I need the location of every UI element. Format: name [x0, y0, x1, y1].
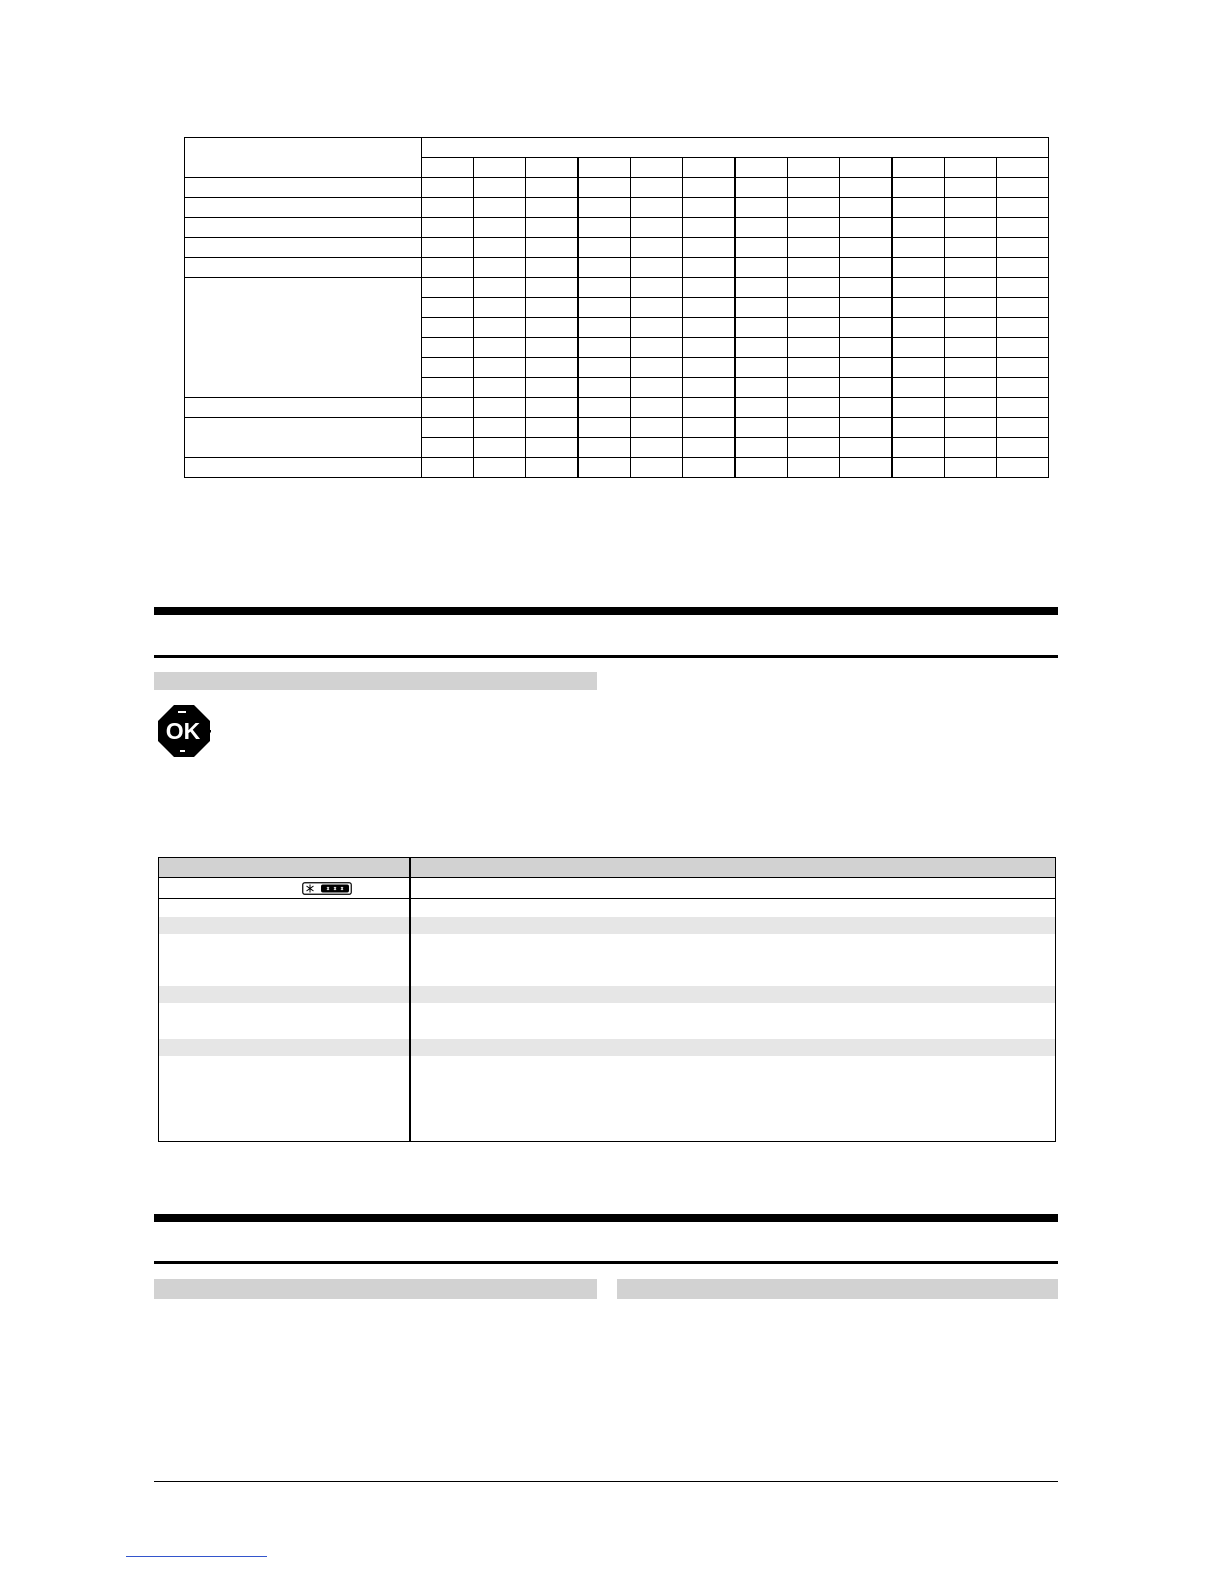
table-row [185, 458, 1049, 478]
grid-value-cell [997, 278, 1049, 298]
grid-value-cell [997, 218, 1049, 238]
grid-value-cell [945, 458, 997, 478]
grid-header-row [185, 138, 1049, 158]
grid-value-cell [578, 258, 631, 278]
grid-value-cell [997, 358, 1049, 378]
grid-value-cell [788, 198, 840, 218]
grid-value-cell [788, 338, 840, 358]
grid-value-cell [788, 378, 840, 398]
grid-value-cell [683, 378, 736, 398]
grid-group-label-cell [185, 418, 422, 458]
grid-value-cell [945, 298, 997, 318]
grid-value-cell [997, 178, 1049, 198]
grid-value-cell [892, 438, 945, 458]
grid-value-cell [788, 438, 840, 458]
table-row [185, 218, 1049, 238]
grid-value-cell [840, 358, 893, 378]
grid-value-cell [631, 418, 683, 438]
grid-value-cell [474, 338, 526, 358]
grid-value-cell [578, 298, 631, 318]
grid-label-cell [185, 258, 422, 278]
table-row [159, 917, 1055, 934]
grid-value-cell [735, 338, 788, 358]
grid-value-cell [526, 278, 579, 298]
grid-label-cell [185, 218, 422, 238]
grid-value-cell [631, 158, 683, 178]
table-row [159, 1056, 1055, 1141]
grid-header-span-cell [422, 138, 1049, 158]
grid-value-cell [735, 378, 788, 398]
grid-value-cell [735, 398, 788, 418]
table-row [159, 879, 1055, 899]
grid-value-cell [422, 238, 474, 258]
grid-value-cell [892, 398, 945, 418]
grid-value-cell [892, 258, 945, 278]
grid-value-cell [945, 378, 997, 398]
grid-value-cell [840, 258, 893, 278]
grid-value-cell [526, 378, 579, 398]
section-two-bottom-rule [154, 1261, 1058, 1264]
section-two-right-subheading-band [617, 1279, 1058, 1299]
grid-value-cell [735, 318, 788, 338]
grid-value-cell [945, 338, 997, 358]
grid-value-cell [578, 398, 631, 418]
grid-value-cell [422, 278, 474, 298]
description-table [158, 857, 1056, 1142]
grid-value-cell [578, 438, 631, 458]
grid-value-cell [997, 258, 1049, 278]
grid-value-cell [735, 218, 788, 238]
grid-value-cell [526, 158, 579, 178]
grid-value-cell [892, 198, 945, 218]
grid-value-cell [683, 218, 736, 238]
grid-value-cell [422, 418, 474, 438]
grid-value-cell [788, 418, 840, 438]
grid-value-cell [683, 278, 736, 298]
grid-value-cell [578, 178, 631, 198]
table-row [185, 258, 1049, 278]
grid-value-cell [422, 158, 474, 178]
grid-value-cell [526, 218, 579, 238]
grid-value-cell [945, 218, 997, 238]
grid-value-cell [474, 378, 526, 398]
table-row [185, 198, 1049, 218]
grid-value-cell [788, 318, 840, 338]
grid-value-cell [892, 338, 945, 358]
grid-value-cell [945, 418, 997, 438]
grid-value-cell [945, 358, 997, 378]
grid-label-cell [185, 398, 422, 418]
grid-value-cell [788, 458, 840, 478]
grid-value-cell [578, 158, 631, 178]
grid-value-cell [422, 218, 474, 238]
grid-value-cell [997, 198, 1049, 218]
grid-value-cell [578, 218, 631, 238]
grid-value-cell [631, 298, 683, 318]
grid-value-cell [788, 398, 840, 418]
grid-value-cell [422, 378, 474, 398]
grid-value-cell [474, 238, 526, 258]
grid-value-cell [735, 298, 788, 318]
grid-value-cell [526, 258, 579, 278]
grid-value-cell [735, 438, 788, 458]
table-row [159, 1003, 1055, 1039]
grid-value-cell [578, 238, 631, 258]
table-row [185, 398, 1049, 418]
grid-value-cell [892, 298, 945, 318]
grid-value-cell [892, 178, 945, 198]
grid-value-cell [683, 298, 736, 318]
grid-value-cell [945, 258, 997, 278]
grid-value-cell [683, 178, 736, 198]
grid-value-cell [631, 198, 683, 218]
grid-label-cell [185, 458, 422, 478]
grid-value-cell [474, 458, 526, 478]
grid-header-label-cell [185, 138, 422, 178]
grid-value-cell [422, 178, 474, 198]
grid-value-cell [422, 398, 474, 418]
grid-value-cell [474, 418, 526, 438]
grid-value-cell [474, 178, 526, 198]
grid-value-cell [788, 158, 840, 178]
grid-value-cell [526, 418, 579, 438]
grid-value-cell [788, 278, 840, 298]
grid-value-cell [683, 358, 736, 378]
ok-icon-label: OK [165, 718, 201, 744]
grid-value-cell [997, 158, 1049, 178]
grid-value-cell [422, 338, 474, 358]
grid-value-cell [997, 378, 1049, 398]
grid-value-cell [788, 238, 840, 258]
grid-value-cell [631, 458, 683, 478]
grid-value-cell [997, 298, 1049, 318]
grid-value-cell [840, 158, 893, 178]
grid-value-cell [422, 258, 474, 278]
grid-value-cell [631, 278, 683, 298]
grid-value-cell [578, 458, 631, 478]
grid-value-cell [840, 218, 893, 238]
grid-value-cell [683, 438, 736, 458]
grid-value-cell [631, 358, 683, 378]
grid-value-cell [578, 318, 631, 338]
grid-value-cell [735, 458, 788, 478]
section-one-bottom-rule [154, 655, 1058, 658]
grid-value-cell [840, 398, 893, 418]
description-table-column-divider [409, 858, 411, 1141]
grid-value-cell [526, 298, 579, 318]
grid-value-cell [840, 438, 893, 458]
grid-value-cell [997, 398, 1049, 418]
grid-value-cell [526, 178, 579, 198]
grid-value-cell [474, 298, 526, 318]
grid-value-cell [474, 398, 526, 418]
grid-value-cell [735, 358, 788, 378]
grid-value-cell [422, 458, 474, 478]
grid-value-cell [997, 338, 1049, 358]
grid-value-cell [526, 318, 579, 338]
grid-value-cell [683, 158, 736, 178]
table-row [159, 986, 1055, 1003]
grid-value-cell [526, 338, 579, 358]
grid-value-cell [945, 438, 997, 458]
description-table-header [159, 858, 1055, 878]
grid-value-cell [788, 358, 840, 378]
grid-value-cell [683, 458, 736, 478]
grid-value-cell [892, 458, 945, 478]
footer-link-underline[interactable] [126, 1556, 267, 1557]
grid-value-cell [578, 278, 631, 298]
table-row [159, 934, 1055, 986]
section-one-subheading-band [154, 672, 597, 690]
grid-value-cell [422, 198, 474, 218]
grid-value-cell [526, 458, 579, 478]
grid-value-cell [631, 218, 683, 238]
table-row [159, 900, 1055, 916]
table-row [185, 418, 1049, 438]
grid-value-cell [892, 418, 945, 438]
grid-value-cell [474, 158, 526, 178]
grid-value-cell [945, 158, 997, 178]
grid-value-cell [840, 458, 893, 478]
grid-value-cell [631, 338, 683, 358]
grid-value-cell [683, 398, 736, 418]
table-row [185, 238, 1049, 258]
grid-value-cell [578, 358, 631, 378]
grid-value-cell [526, 238, 579, 258]
grid-value-cell [840, 418, 893, 438]
grid-value-cell [735, 238, 788, 258]
grid-value-cell [945, 318, 997, 338]
grid-value-cell [840, 318, 893, 338]
section-one-top-rule [154, 607, 1058, 615]
grid-value-cell [422, 318, 474, 338]
grid-value-cell [683, 338, 736, 358]
grid-value-cell [735, 418, 788, 438]
grid-value-cell [683, 198, 736, 218]
grid-value-cell [840, 378, 893, 398]
grid-value-cell [735, 158, 788, 178]
grid-value-cell [474, 278, 526, 298]
grid-value-cell [840, 198, 893, 218]
grid-value-cell [892, 318, 945, 338]
table-row [185, 278, 1049, 298]
grid-value-cell [578, 198, 631, 218]
table-row [185, 178, 1049, 198]
grid-value-cell [892, 378, 945, 398]
grid-value-cell [788, 178, 840, 198]
grid-label-cell [185, 238, 422, 258]
grid-value-cell [474, 198, 526, 218]
grid-value-cell [997, 238, 1049, 258]
grid-label-cell [185, 178, 422, 198]
grid-value-cell [526, 358, 579, 378]
grid-value-cell [631, 238, 683, 258]
grid-value-cell [892, 358, 945, 378]
grid-value-cell [474, 258, 526, 278]
footer-rule [154, 1481, 1058, 1482]
grid-value-cell [631, 258, 683, 278]
grid-value-cell [631, 318, 683, 338]
grid-value-cell [788, 218, 840, 238]
grid-value-cell [631, 378, 683, 398]
grid-value-cell [892, 218, 945, 238]
grid-value-cell [631, 398, 683, 418]
ok-button-icon [156, 703, 212, 759]
grid-value-cell [422, 298, 474, 318]
grid-value-cell [735, 198, 788, 218]
grid-value-cell [945, 278, 997, 298]
grid-value-cell [997, 318, 1049, 338]
data-grid-table [184, 137, 1049, 478]
grid-value-cell [631, 178, 683, 198]
grid-group-label-cell [185, 278, 422, 398]
grid-value-cell [840, 338, 893, 358]
grid-value-cell [892, 278, 945, 298]
grid-value-cell [474, 438, 526, 458]
grid-value-cell [526, 438, 579, 458]
grid-value-cell [683, 418, 736, 438]
grid-value-cell [945, 238, 997, 258]
grid-value-cell [578, 338, 631, 358]
grid-value-cell [997, 418, 1049, 438]
grid-value-cell [683, 318, 736, 338]
grid-value-cell [945, 398, 997, 418]
grid-value-cell [840, 238, 893, 258]
grid-value-cell [997, 458, 1049, 478]
grid-value-cell [474, 318, 526, 338]
grid-value-cell [631, 438, 683, 458]
grid-value-cell [892, 238, 945, 258]
grid-value-cell [840, 278, 893, 298]
grid-value-cell [735, 278, 788, 298]
grid-value-cell [526, 398, 579, 418]
section-two-left-subheading-band [154, 1279, 597, 1299]
table-row [159, 1039, 1055, 1056]
grid-value-cell [892, 158, 945, 178]
grid-value-cell [945, 198, 997, 218]
grid-value-cell [683, 238, 736, 258]
grid-value-cell [683, 258, 736, 278]
grid-value-cell [735, 258, 788, 278]
grid-value-cell [945, 178, 997, 198]
grid-value-cell [474, 358, 526, 378]
grid-value-cell [422, 438, 474, 458]
grid-value-cell [422, 358, 474, 378]
grid-value-cell [788, 298, 840, 318]
grid-label-cell [185, 198, 422, 218]
grid-value-cell [526, 198, 579, 218]
grid-value-cell [578, 418, 631, 438]
grid-value-cell [474, 218, 526, 238]
grid-value-cell [840, 178, 893, 198]
grid-value-cell [840, 298, 893, 318]
grid-value-cell [997, 438, 1049, 458]
keyboard-key-icon [302, 882, 352, 895]
grid-value-cell [788, 258, 840, 278]
grid-value-cell [735, 178, 788, 198]
grid-value-cell [578, 378, 631, 398]
section-two-top-rule [154, 1214, 1058, 1222]
